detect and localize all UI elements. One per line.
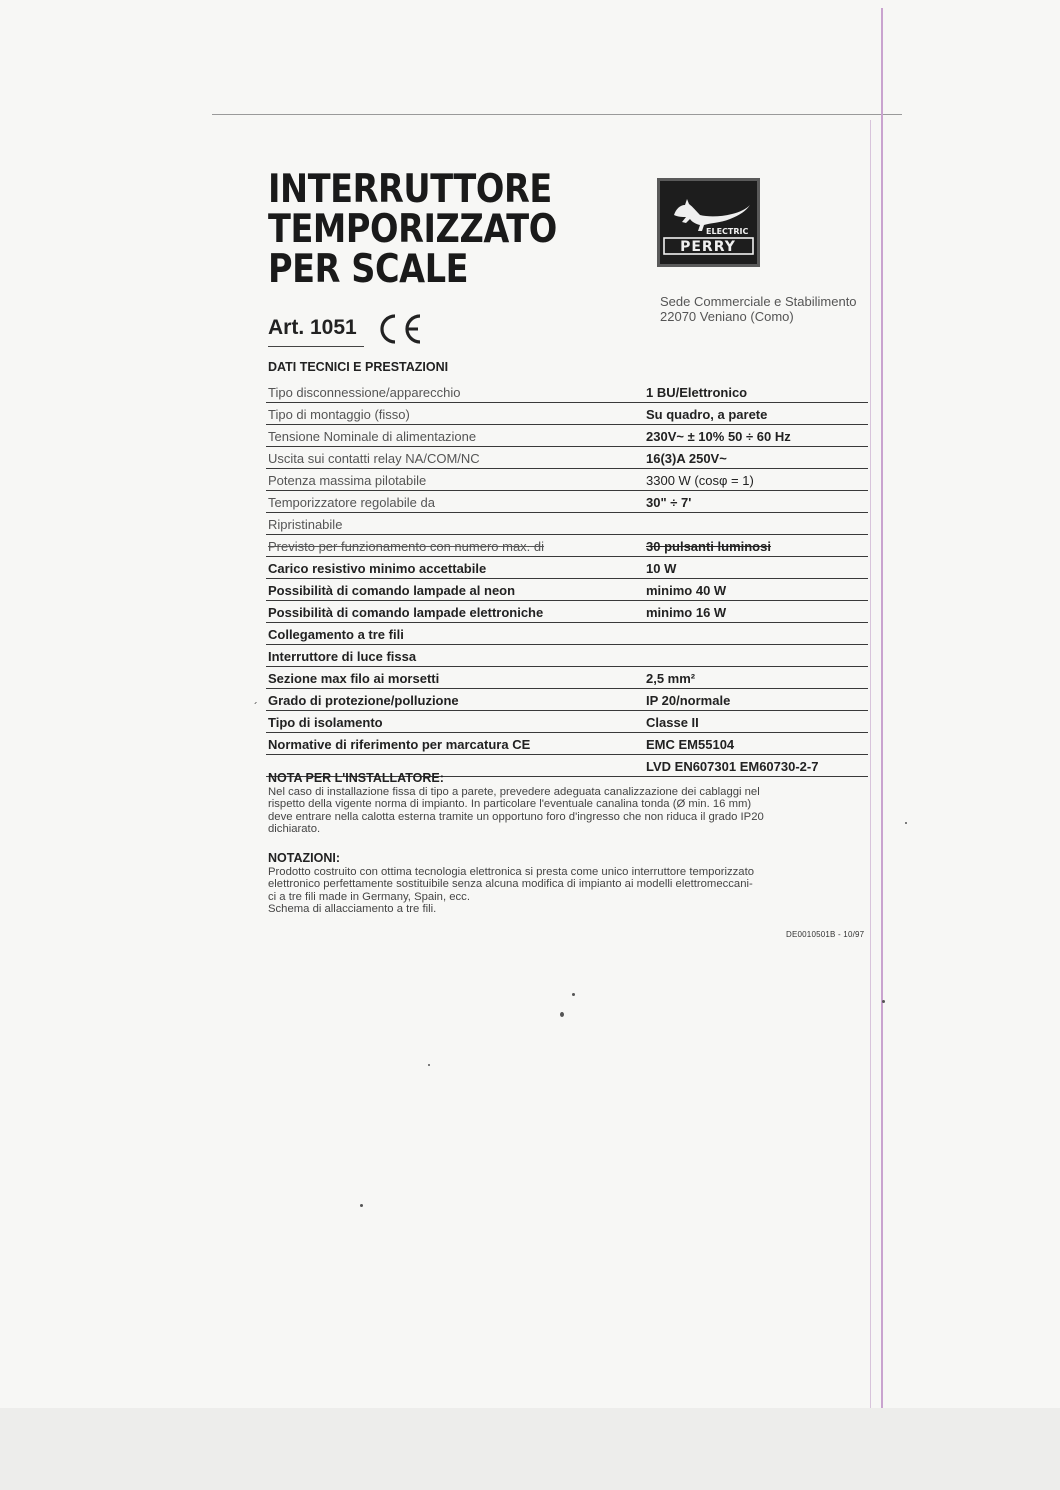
- article-number: Art. 1051: [268, 316, 357, 339]
- spec-row: [266, 492, 868, 513]
- spec-table: [266, 382, 868, 778]
- scan-speck: [572, 993, 575, 996]
- ce-mark-icon: [378, 312, 424, 346]
- spec-value: Su quadro, a parete: [646, 407, 768, 422]
- spec-row: [266, 668, 868, 689]
- installer-note: [268, 772, 876, 836]
- perry-electric-logo: [657, 178, 760, 267]
- article-underline: [268, 346, 364, 347]
- notations: [268, 852, 876, 916]
- spec-value: IP 20/normale: [646, 693, 731, 708]
- note-line: ci a tre fili made in Germany, Spain, ecc.: [268, 890, 470, 903]
- spec-value: 230V~ ± 10% 50 ÷ 60 Hz: [646, 429, 791, 444]
- title-line: TEMPORIZZATO: [268, 207, 557, 252]
- spec-value: EMC EM55104: [646, 737, 735, 752]
- spec-value: 16(3)A 250V~: [646, 451, 727, 466]
- spec-label: Carico resistivo minimo accettabile: [268, 561, 487, 576]
- spec-row: [266, 624, 868, 645]
- spec-row: [266, 536, 868, 557]
- scan-speck: [882, 1000, 885, 1003]
- note-line: Schema di allacciamento a tre fili.: [268, 903, 437, 915]
- spec-label: Uscita sui contatti relay NA/COM/NC: [268, 451, 480, 466]
- spec-row: [266, 602, 868, 623]
- svg-text:PERRY: PERRY: [680, 239, 736, 255]
- spec-value: 3300 W (cosφ = 1): [646, 473, 754, 488]
- spec-value: 30" ÷ 7': [646, 495, 692, 510]
- spec-row: [266, 690, 868, 711]
- document-code: DE0010501B - 10/97: [786, 930, 865, 939]
- section-heading: DATI TECNICI E PRESTAZIONI: [268, 360, 449, 374]
- kangaroo-logo-icon: [660, 181, 757, 264]
- spec-row: [266, 514, 868, 535]
- scan-speck: [905, 822, 907, 824]
- spec-value: minimo 16 W: [646, 605, 727, 620]
- spec-value: 2,5 mm²: [646, 671, 696, 686]
- scan-artifact-line: [212, 114, 902, 115]
- spec-label: Tipo di isolamento: [268, 715, 383, 730]
- spec-label: Grado di protezione/polluzione: [268, 693, 459, 708]
- note-line: dichiarato.: [268, 823, 321, 835]
- note-line: Prodotto costruito con ottima tecnologia elettronica si presta come unico interruttore temporizzato: [268, 865, 755, 878]
- spec-value: minimo 40 W: [646, 583, 727, 598]
- scan-speck: [428, 1064, 430, 1066]
- spec-row: [266, 580, 868, 601]
- title-line: INTERRUTTORE: [268, 167, 552, 212]
- spec-row: [266, 448, 868, 469]
- company-address: [660, 294, 857, 324]
- scan-tick-mark: ´: [254, 700, 258, 714]
- spec-label: Ripristinabile: [268, 517, 343, 532]
- svg-text:ELECTRIC: ELECTRIC: [706, 227, 749, 236]
- scan-artifact-edge: [881, 8, 883, 1490]
- note-line: Nel caso di installazione fissa di tipo a parete, prevedere adeguata canalizzazione dei cablaggi nel: [268, 785, 760, 798]
- spec-row: [266, 712, 868, 733]
- spec-value: 30 pulsanti luminosi: [646, 539, 771, 554]
- spec-label: Possibilità di comando lampade al neon: [268, 583, 516, 598]
- title-line: PER SCALE: [268, 247, 469, 292]
- spec-label: Tensione Nominale di alimentazione: [268, 429, 477, 444]
- spec-label: Previsto per funzionamento con numero max. di: [268, 539, 545, 554]
- scan-artifact-band: [0, 1408, 1060, 1490]
- spec-label: Sezione max filo ai morsetti: [268, 671, 440, 686]
- spec-value: 1 BU/Elettronico: [646, 385, 748, 400]
- note-line: rispetto della vigente norma di impianto. In particolare l'eventuale canalina tonda (Ø min. 16 mm): [268, 798, 752, 810]
- scan-speck: [360, 1204, 363, 1207]
- spec-row: [266, 382, 868, 403]
- spec-row: [266, 646, 868, 667]
- spec-row: [266, 734, 868, 755]
- spec-row: [266, 470, 868, 491]
- note-line: deve entrare nella calotta esterna tramite un opportuno foro d'ingresso che non riduca il grado IP20: [268, 810, 764, 823]
- spec-label: Tipo di montaggio (fisso): [268, 407, 410, 422]
- spec-value: LVD EN607301 EM60730-2-7: [646, 759, 819, 774]
- spec-label: Interruttore di luce fissa: [268, 649, 417, 664]
- spec-label: Potenza massima pilotabile: [268, 473, 427, 488]
- notations-heading: NOTAZIONI:: [268, 851, 340, 865]
- note-line: elettronico perfettamente sostituibile senza alcuna modifica di impianto ai modelli elettromeccani-: [268, 878, 753, 890]
- spec-row: [266, 404, 868, 425]
- spec-label: Normative di riferimento per marcatura CE: [268, 737, 531, 752]
- scan-speck: [560, 1012, 564, 1017]
- spec-label: Temporizzatore regolabile da: [268, 495, 435, 510]
- spec-value: Classe II: [646, 715, 699, 730]
- address-line: Sede Commerciale e Stabilimento: [660, 294, 857, 309]
- spec-row: [266, 558, 868, 579]
- document-title: [268, 167, 557, 292]
- spec-label: Collegamento a tre fili: [268, 627, 404, 642]
- spec-row: [266, 426, 868, 447]
- address-line: 22070 Veniano (Como): [660, 309, 794, 324]
- spec-label: Possibilità di comando lampade elettroniche: [268, 605, 544, 620]
- spec-value: 10 W: [646, 561, 677, 576]
- spec-label: Tipo disconnessione/apparecchio: [268, 385, 461, 400]
- installer-note-heading: NOTA PER L'INSTALLATORE:: [268, 771, 444, 785]
